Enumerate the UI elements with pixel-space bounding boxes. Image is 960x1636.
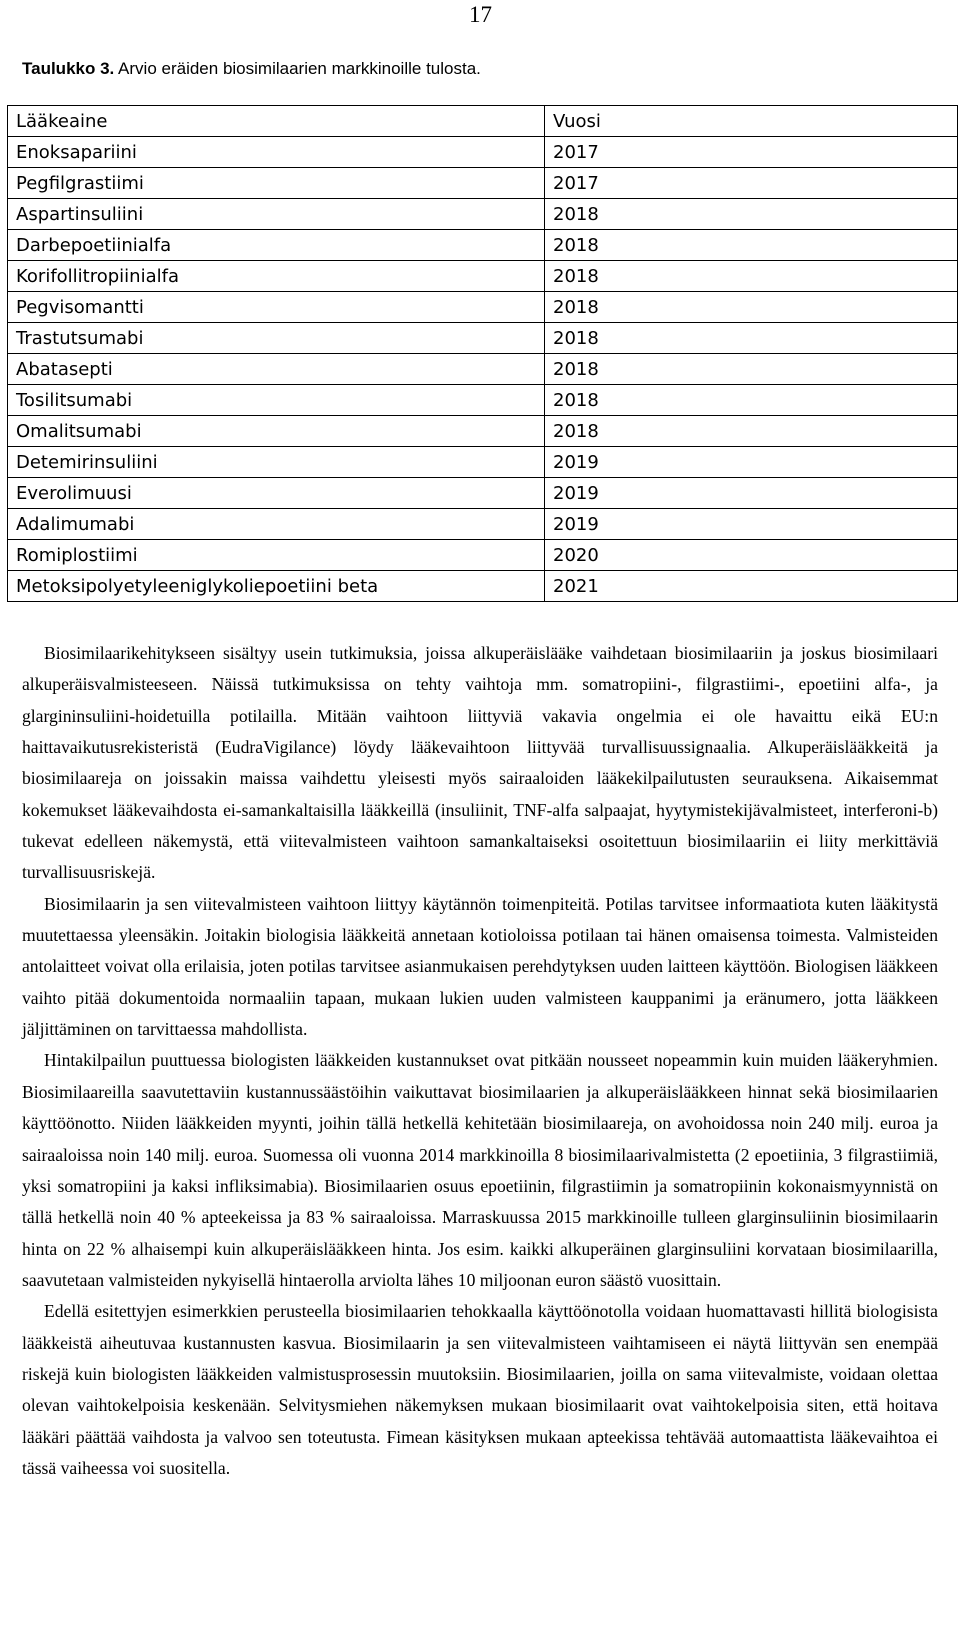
year-cell: 2020	[545, 540, 958, 571]
year-cell: 2018	[545, 385, 958, 416]
table-row	[8, 571, 958, 602]
table-row	[8, 385, 958, 416]
year-cell: 2018	[545, 261, 958, 292]
drug-name-cell: Tosilitsumabi	[8, 385, 545, 416]
year-cell: 2018	[545, 323, 958, 354]
table-row	[8, 447, 958, 478]
drug-name-cell: Abatasepti	[8, 354, 545, 385]
table-row	[8, 168, 958, 199]
drug-name-cell: Trastutsumabi	[8, 323, 545, 354]
header-cell-drug: Lääkeaine	[8, 106, 545, 137]
year-cell: 2021	[545, 571, 958, 602]
year-cell: 2018	[545, 416, 958, 447]
drug-name-cell: Everolimuusi	[8, 478, 545, 509]
table-caption	[22, 59, 481, 79]
table-row	[8, 540, 958, 571]
header-cell-year: Vuosi	[545, 106, 958, 137]
year-cell: 2017	[545, 168, 958, 199]
paragraph: Edellä esitettyjen esimerkkien perusteella biosimilaarien tehokkaalla käyttöönotolla voidaan huomattavasti hillitä biologisista lääkkeistä aiheutuvaa kustannusten kasvua. Biosimilaarin ja sen viitevalmisteen vaihtamiseen ei näytä liittyvän sen enempää riskejä kuin biologisten lääkkeiden valmistusprosessin muutoksiin. Biosimilaarien, joilla on sama viitevalmiste, voidaan olettaa olevan vaihtokelpoisia keskenään. Selvitysmiehen näkemyksen mukaan biosimilaarit ovat vaihtokelpoisia siten, että hoitava lääkäri päättää vaihdosta ja valvoo sen toteutusta. Fimean käsityksen mukaan apteekissa tehtävää automaattista lääkevaihtoa ei tässä vaiheessa voi suositella.	[22, 1301, 938, 1478]
table-row	[8, 478, 958, 509]
drug-name-cell: Aspartinsuliini	[8, 199, 545, 230]
year-cell: 2019	[545, 478, 958, 509]
year-cell: 2018	[545, 292, 958, 323]
drug-name-cell: Enoksapariini	[8, 137, 545, 168]
table-row	[8, 354, 958, 385]
paragraph: Hintakilpailun puuttuessa biologisten lääkkeiden kustannukset ovat pitkään nousseet nopeammin kuin muiden lääkeryhmien. Biosimilaareilla saavutettaviin kustannussäästöihin vaikuttavat biosimilaarien ja alkuperäislääkkeen hinnat sekä biosimilaarien käyttöönotto. Niiden lääkkeiden myynti, joihin tällä hetkellä kehitetään biosimilaareja, on avohoidossa noin 240 milj. euroa ja sairaaloissa noin 140 milj. euroa. Suomessa oli vuonna 2014 markkinoilla 8 biosimilaarivalmistetta (2 epoetiinia, 3 filgrastiimiä, yksi somatropiini ja kaksi infliksimabia). Biosimilaarien osuus epoetiinin, filgrastiimin ja somatropiinin kokonaismyynnistä on tällä hetkellä noin 40 % apteekeissa ja 83 % sairaaloissa. Marraskuussa 2015 markkinoille tulleen glarginsuliinin biosimilaarin hinta on 22 % alhaisempi kuin alkuperäislääkkeen hinta. Jos esim. kaikki alkuperäinen glarginsuliini korvataan biosimilaarilla, saavutetaan valmisteiden nykyisellä hintaerolla arviolta lähes 10 miljoonan euron säästö vuosittain.	[22, 1050, 938, 1290]
year-cell: 2017	[545, 137, 958, 168]
table-caption-text: Arvio eräiden biosimilaarien markkinoille tulosta.	[114, 59, 481, 78]
year-cell: 2018	[545, 230, 958, 261]
drug-name-cell: Romiplostiimi	[8, 540, 545, 571]
table-row	[8, 230, 958, 261]
table-header-row	[8, 106, 958, 137]
body-text	[22, 638, 938, 1484]
paragraph: Biosimilaarin ja sen viitevalmisteen vaihtoon liittyy käytännön toimenpiteitä. Potilas tarvitsee informaatiota kuten lääkitystä muutettaessa yleensäkin. Joitakin biologisia lääkkeitä annetaan kotioloissa potilaan tai hänen omaisensa toimesta. Valmisteiden antolaitteet voivat olla erilaisia, joten potilas tarvitsee asianmukaisen perehdytyksen uuden laitteen käyttöön. Biologisen lääkkeen vaihto pitää dokumentoida normaaliin tapaan, mukaan lukien uuden valmisteen kauppanimi ja eränumero, jotta lääkkeen jäljittäminen on tarvittaessa mahdollista.	[22, 893, 938, 1040]
year-cell: 2019	[545, 447, 958, 478]
table-caption-label: Taulukko 3.	[22, 59, 115, 78]
table-row	[8, 292, 958, 323]
year-cell: 2018	[545, 354, 958, 385]
table-row	[8, 199, 958, 230]
table-row	[8, 323, 958, 354]
year-cell: 2018	[545, 199, 958, 230]
drug-name-cell: Darbepoetiinialfa	[8, 230, 545, 261]
page-number: 17	[469, 2, 492, 27]
drug-name-cell: Adalimumabi	[8, 509, 545, 540]
paragraph: Biosimilaarikehitykseen sisältyy usein tutkimuksia, joissa alkuperäislääke vaihdetaan biosimilaariin ja joskus biosimilaari alkuperäisvalmisteeseen. Näissä tutkimuksissa on tehty vaihtoja mm. somatropiini-, filgrastiimi-, epoetiini alfa-, ja glargininsuliini-hoidetuilla potilailla. Mitään vaihtoon liittyviä vakavia ongelmia ei ole havaittu eikä EU:n haittavaikutusrekisteristä (EudraVigilance) löydy lääkevaihtoon liittyvää turvallisuussignaalia. Alkuperäislääkkeitä ja biosimilaareja on joissakin maissa vaihdettu yleisesti myös sairaaloiden lääkekilpailutusten seurauksena. Aikaisemmat kokemukset lääkevaihdosta ei-samankaltaisilla lääkkeillä (insuliinit, TNF-alfa salpaajat, hyytymistekijävalmisteet, interferoni-b) tukevat edelleen näkemystä, että viitevalmisteen vaihtoon samankaltaiseksi osoitettuun biosimilaariin ei liity merkittäviä turvallisuusriskejä.	[22, 643, 938, 883]
drug-name-cell: Pegfilgrastiimi	[8, 168, 545, 199]
biosimilar-table	[7, 105, 958, 602]
table-row	[8, 509, 958, 540]
drug-name-cell: Detemirinsuliini	[8, 447, 545, 478]
table-row	[8, 416, 958, 447]
drug-name-cell: Omalitsumabi	[8, 416, 545, 447]
table-row	[8, 261, 958, 292]
drug-name-cell: Metoksipolyetyleeniglykoliepoetiini beta	[8, 571, 545, 602]
drug-name-cell: Pegvisomantti	[8, 292, 545, 323]
drug-name-cell: Korifollitropiinialfa	[8, 261, 545, 292]
table-row	[8, 137, 958, 168]
year-cell: 2019	[545, 509, 958, 540]
